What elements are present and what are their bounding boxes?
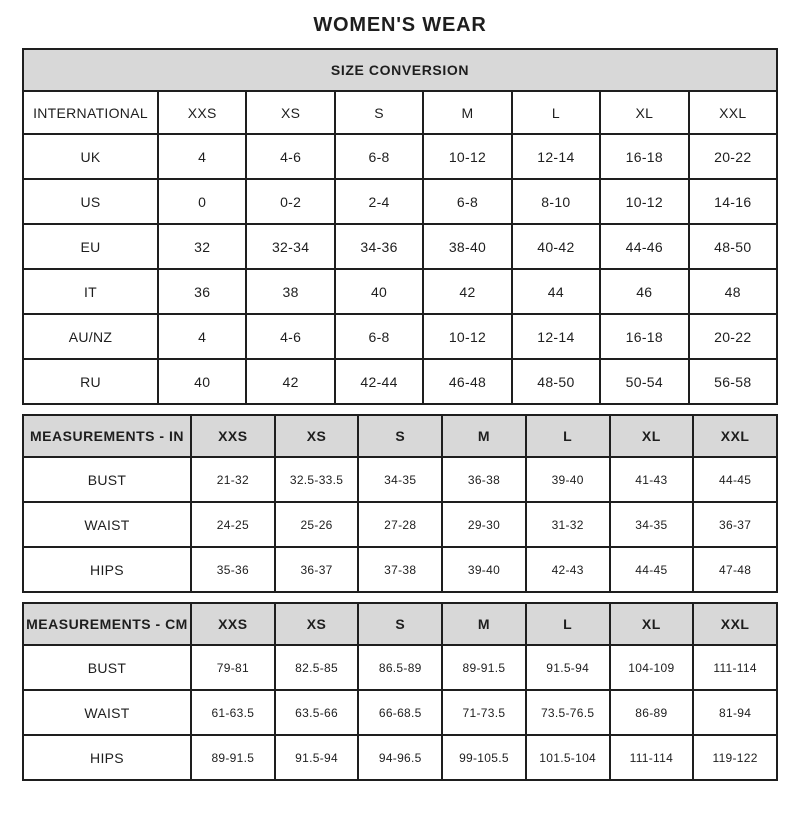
column-header-m: M	[423, 91, 511, 134]
measurement-cell: 86-89	[610, 690, 694, 735]
size-cell: 16-18	[600, 134, 688, 179]
column-header-l: L	[526, 603, 610, 645]
table-row-aunz	[23, 314, 777, 359]
measurement-cell: 29-30	[442, 502, 526, 547]
measurement-cell: 41-43	[610, 457, 694, 502]
size-cell: 38	[246, 269, 334, 314]
measurement-cell: 39-40	[442, 547, 526, 592]
size-cell: 40	[335, 269, 423, 314]
size-cell: 20-22	[689, 314, 777, 359]
size-cell: 48-50	[689, 224, 777, 269]
row-label-it: IT	[23, 269, 158, 314]
column-header-m: M	[442, 415, 526, 457]
row-label-bust: BUST	[23, 645, 191, 690]
size-cell: 10-12	[423, 134, 511, 179]
table-row-hips-cm	[23, 735, 777, 780]
size-cell: 0	[158, 179, 246, 224]
measurement-cell: 82.5-85	[275, 645, 359, 690]
measurement-cell: 47-48	[693, 547, 777, 592]
size-cell: 42	[246, 359, 334, 404]
column-header-xl: XL	[610, 603, 694, 645]
row-label-hips: HIPS	[23, 547, 191, 592]
size-cell: 44	[512, 269, 600, 314]
measurement-cell: 44-45	[693, 457, 777, 502]
measurement-cell: 79-81	[191, 645, 275, 690]
measurement-cell: 89-91.5	[191, 735, 275, 780]
row-label-waist: WAIST	[23, 502, 191, 547]
size-cell: 8-10	[512, 179, 600, 224]
measurement-cell: 111-114	[693, 645, 777, 690]
size-cell: 48	[689, 269, 777, 314]
measurement-cell: 31-32	[526, 502, 610, 547]
column-header-international: INTERNATIONAL	[23, 91, 158, 134]
size-cell: 4	[158, 134, 246, 179]
size-cell: 38-40	[423, 224, 511, 269]
size-cell: 42-44	[335, 359, 423, 404]
measurement-cell: 119-122	[693, 735, 777, 780]
measurement-cell: 44-45	[610, 547, 694, 592]
size-cell: 10-12	[423, 314, 511, 359]
page-title: WOMEN'S WEAR	[313, 14, 487, 36]
measurements-cm-header: MEASUREMENTS - CM	[23, 603, 191, 645]
measurement-cell: 37-38	[358, 547, 442, 592]
column-header-xl: XL	[600, 91, 688, 134]
table-row-us	[23, 179, 777, 224]
measurements-in-table	[22, 414, 778, 593]
measurement-cell: 104-109	[610, 645, 694, 690]
measurement-cell: 39-40	[526, 457, 610, 502]
size-cell: 40	[158, 359, 246, 404]
size-cell: 6-8	[335, 314, 423, 359]
row-label-eu: EU	[23, 224, 158, 269]
size-cell: 4-6	[246, 134, 334, 179]
size-cell: 0-2	[246, 179, 334, 224]
column-header-xxl: XXL	[689, 91, 777, 134]
row-label-waist: WAIST	[23, 690, 191, 735]
size-cell: 4	[158, 314, 246, 359]
size-cell: 34-36	[335, 224, 423, 269]
column-header-s: S	[358, 603, 442, 645]
row-label-aunz: AU/NZ	[23, 314, 158, 359]
measurement-cell: 99-105.5	[442, 735, 526, 780]
size-conversion-table	[22, 48, 778, 405]
row-label-us: US	[23, 179, 158, 224]
measurement-cell: 111-114	[610, 735, 694, 780]
row-label-bust: BUST	[23, 457, 191, 502]
row-label-ru: RU	[23, 359, 158, 404]
column-header-xxl: XXL	[693, 603, 777, 645]
size-cell: 14-16	[689, 179, 777, 224]
measurement-cell: 91.5-94	[275, 735, 359, 780]
measurement-cell: 34-35	[358, 457, 442, 502]
measurement-cell: 89-91.5	[442, 645, 526, 690]
table-row-bust-cm	[23, 645, 777, 690]
measurement-cell: 66-68.5	[358, 690, 442, 735]
size-cell: 16-18	[600, 314, 688, 359]
size-cell: 42	[423, 269, 511, 314]
column-header-xs: XS	[275, 415, 359, 457]
measurement-cell: 35-36	[191, 547, 275, 592]
measurement-cell: 81-94	[693, 690, 777, 735]
size-cell: 6-8	[423, 179, 511, 224]
size-cell: 44-46	[600, 224, 688, 269]
table-row-it	[23, 269, 777, 314]
column-header-xxs: XXS	[191, 603, 275, 645]
table-row-waist-cm	[23, 690, 777, 735]
table-row-uk	[23, 134, 777, 179]
column-header-l: L	[526, 415, 610, 457]
measurement-cell: 36-38	[442, 457, 526, 502]
size-conversion-header: SIZE CONVERSION	[23, 49, 777, 91]
measurement-cell: 21-32	[191, 457, 275, 502]
table-row-ru	[23, 359, 777, 404]
column-header-l: L	[512, 91, 600, 134]
column-header-s: S	[335, 91, 423, 134]
table-row-waist-in	[23, 502, 777, 547]
measurement-cell: 34-35	[610, 502, 694, 547]
size-cell: 46-48	[423, 359, 511, 404]
column-header-xs: XS	[246, 91, 334, 134]
measurement-cell: 63.5-66	[275, 690, 359, 735]
size-cell: 32	[158, 224, 246, 269]
measurement-cell: 24-25	[191, 502, 275, 547]
size-cell: 48-50	[512, 359, 600, 404]
size-cell: 2-4	[335, 179, 423, 224]
measurement-cell: 61-63.5	[191, 690, 275, 735]
row-label-hips: HIPS	[23, 735, 191, 780]
measurement-cell: 42-43	[526, 547, 610, 592]
column-header-xl: XL	[610, 415, 694, 457]
size-cell: 50-54	[600, 359, 688, 404]
row-label-uk: UK	[23, 134, 158, 179]
measurements-in-header: MEASUREMENTS - IN	[23, 415, 191, 457]
measurement-cell: 36-37	[693, 502, 777, 547]
measurement-cell: 27-28	[358, 502, 442, 547]
size-cell: 6-8	[335, 134, 423, 179]
measurement-cell: 94-96.5	[358, 735, 442, 780]
column-header-m: M	[442, 603, 526, 645]
measurement-cell: 36-37	[275, 547, 359, 592]
measurement-cell: 91.5-94	[526, 645, 610, 690]
column-header-xs: XS	[275, 603, 359, 645]
table-row-eu	[23, 224, 777, 269]
table-row-hips-in	[23, 547, 777, 592]
size-cell: 20-22	[689, 134, 777, 179]
size-cell: 10-12	[600, 179, 688, 224]
measurement-cell: 73.5-76.5	[526, 690, 610, 735]
size-cell: 36	[158, 269, 246, 314]
size-cell: 46	[600, 269, 688, 314]
measurement-cell: 25-26	[275, 502, 359, 547]
size-cell: 56-58	[689, 359, 777, 404]
size-cell: 4-6	[246, 314, 334, 359]
table-row-bust-in	[23, 457, 777, 502]
measurement-cell: 101.5-104	[526, 735, 610, 780]
column-header-s: S	[358, 415, 442, 457]
size-cell: 40-42	[512, 224, 600, 269]
size-cell: 32-34	[246, 224, 334, 269]
measurement-cell: 71-73.5	[442, 690, 526, 735]
size-cell: 12-14	[512, 314, 600, 359]
measurement-cell: 32.5-33.5	[275, 457, 359, 502]
column-header-xxs: XXS	[158, 91, 246, 134]
size-cell: 12-14	[512, 134, 600, 179]
column-header-xxs: XXS	[191, 415, 275, 457]
measurement-cell: 86.5-89	[358, 645, 442, 690]
column-header-xxl: XXL	[693, 415, 777, 457]
measurements-cm-table	[22, 602, 778, 781]
